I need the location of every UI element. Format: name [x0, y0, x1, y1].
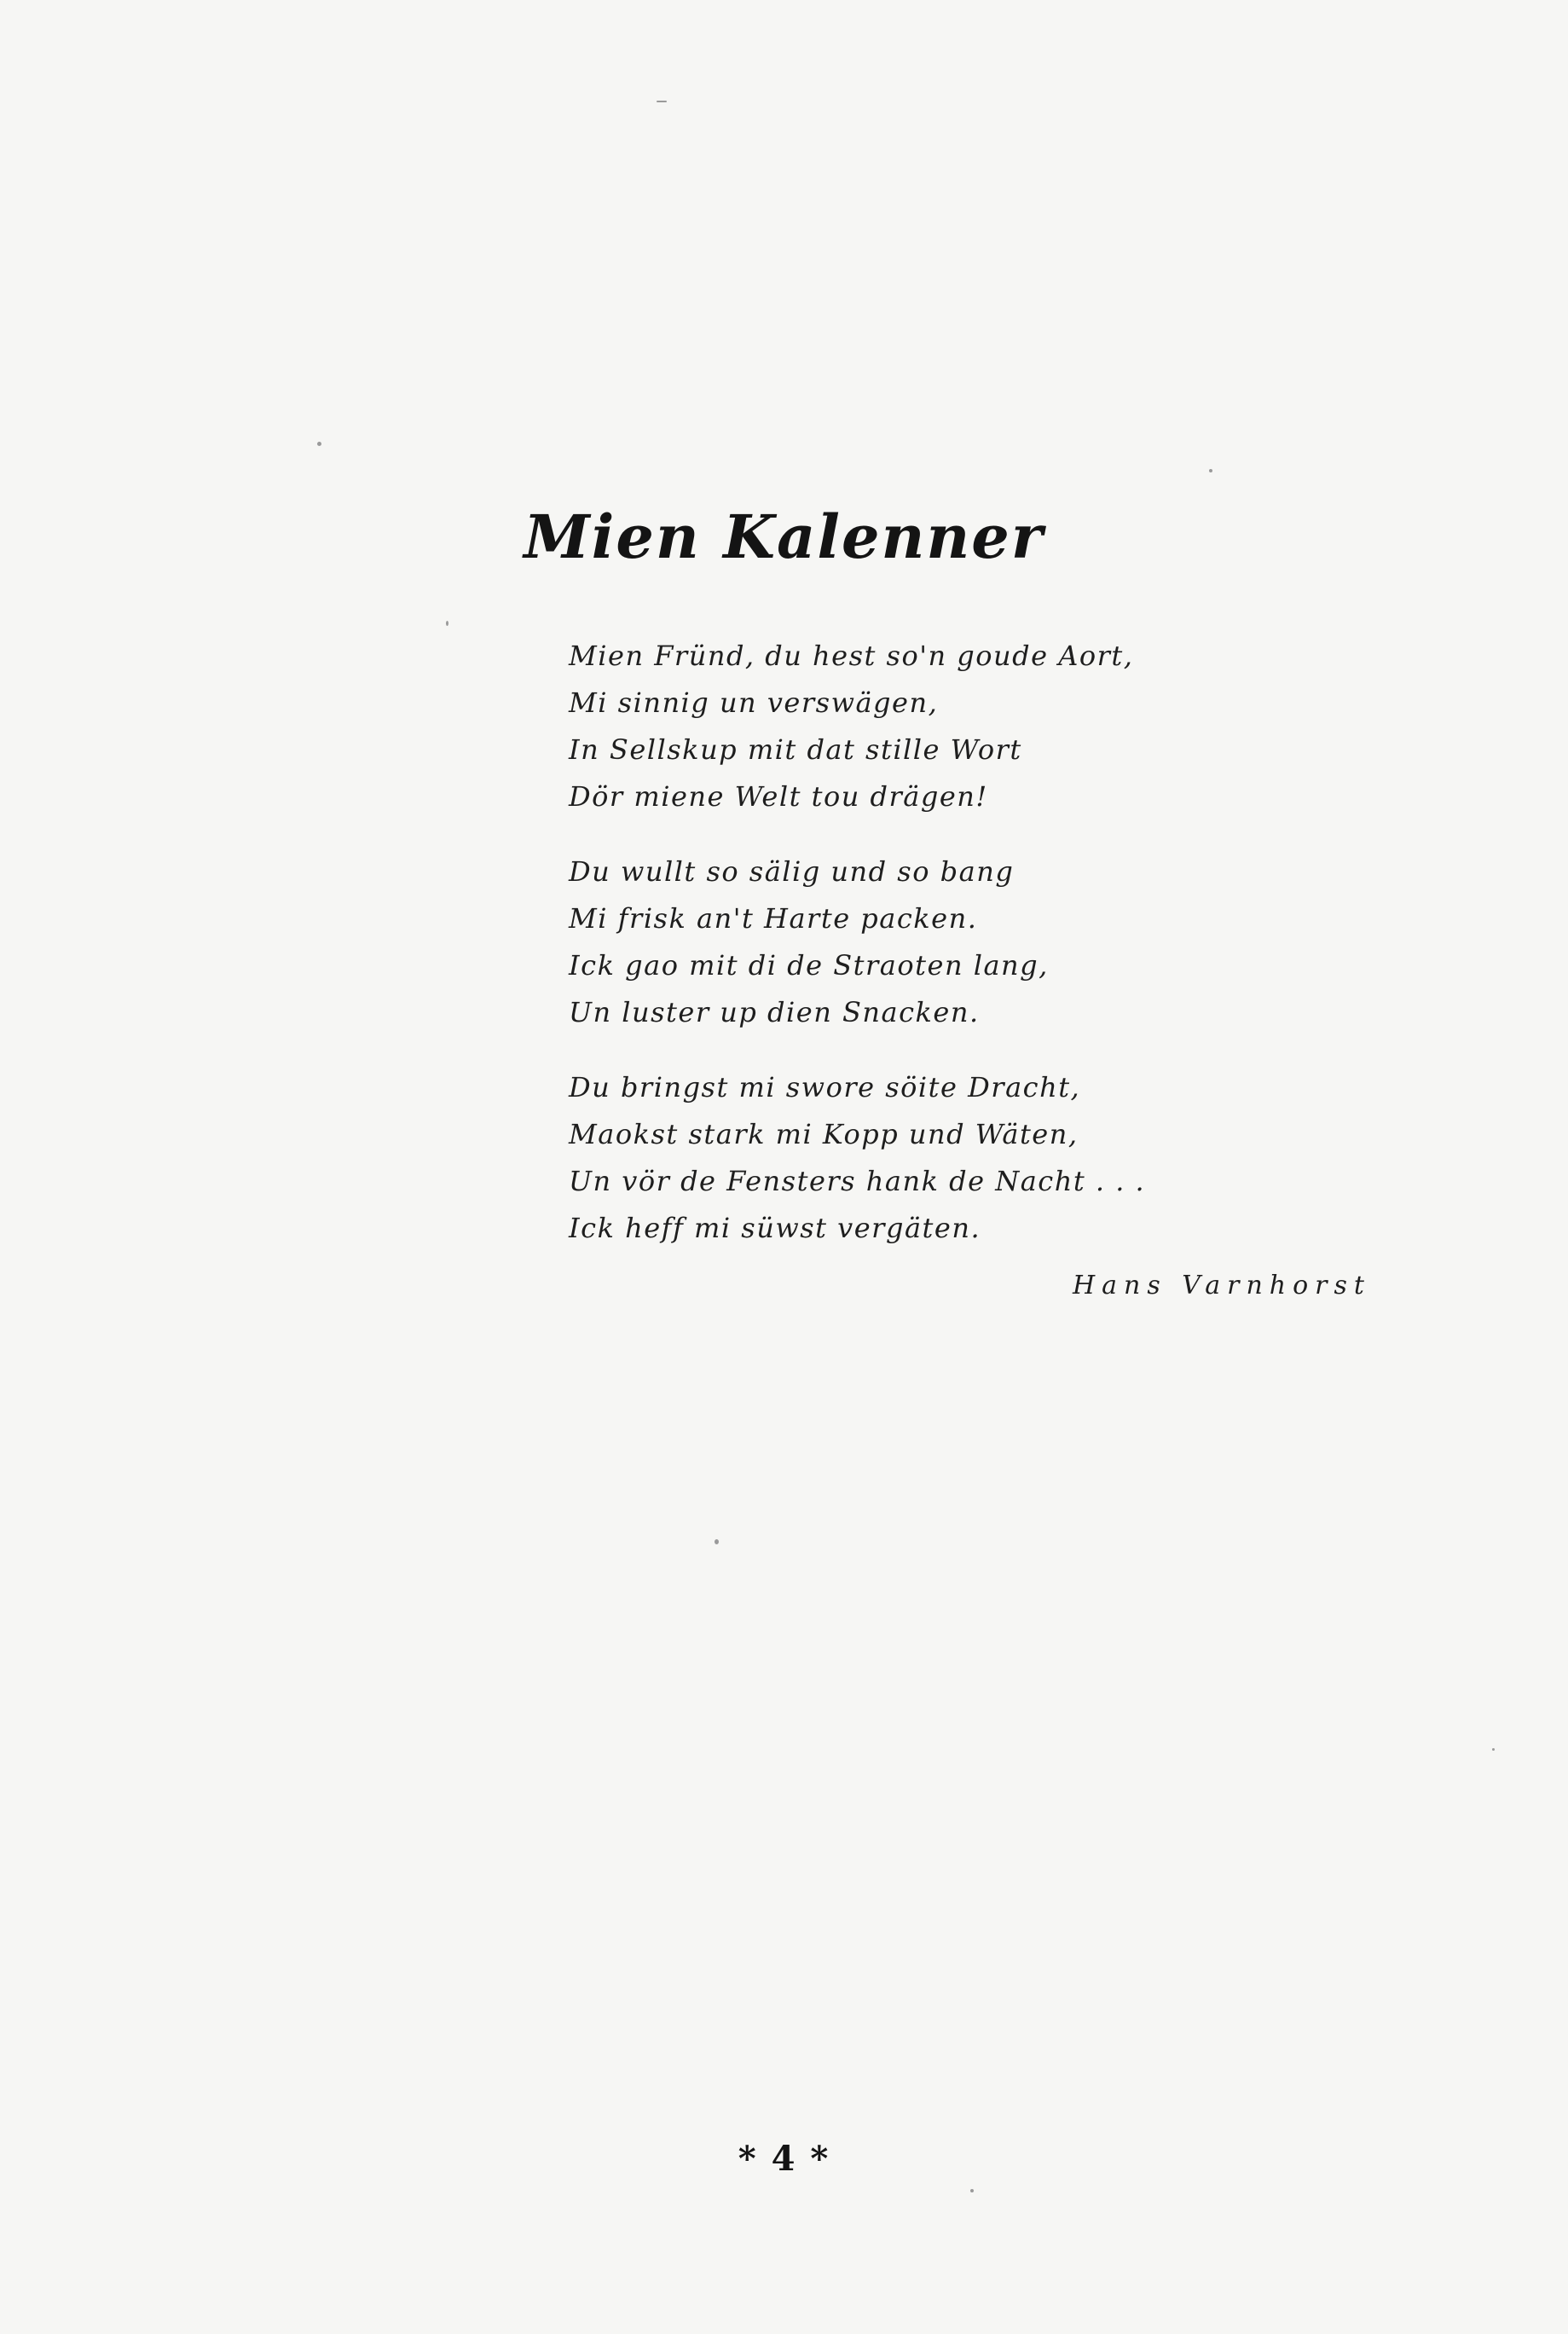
poem-line: Ick heff mi süwst vergäten.: [569, 1212, 981, 1244]
paper-speck: [446, 621, 448, 626]
stanza-3: [569, 1064, 1183, 1252]
stanza-1: [569, 633, 1183, 820]
poem-title: Mien Kalenner: [524, 501, 1044, 572]
page-number: * 4 *: [738, 2139, 830, 2179]
paper-speck: [1209, 469, 1212, 472]
poem-line: Dör miene Welt tou drägen!: [569, 780, 988, 813]
paper-speck: [1492, 1748, 1495, 1751]
author-signature: Hans Varnhorst: [1073, 1271, 1371, 1300]
poem-line: Maokst stark mi Kopp und Wäten,: [569, 1118, 1079, 1150]
poem-line: Mi frisk an't Harte packen.: [569, 902, 978, 935]
paper-speck: [970, 2189, 974, 2192]
poem-line: Un luster up dien Snacken.: [569, 996, 980, 1028]
stanza-2: [569, 848, 1183, 1036]
paper-speck: [657, 101, 667, 102]
poem-line: Un vör de Fensters hank de Nacht . . .: [569, 1165, 1146, 1197]
poem-line: Mi sinnig un verswägen,: [569, 686, 939, 719]
paper-speck: [317, 442, 321, 446]
poem-body: [569, 633, 1183, 1280]
poem-line: Mien Fründ, du hest so'n goude Aort,: [569, 640, 1134, 672]
poem-line: Ick gao mit di de Straoten lang,: [569, 949, 1049, 982]
paper-speck: [715, 1539, 719, 1544]
poem-line: Du bringst mi swore söite Dracht,: [569, 1071, 1081, 1103]
poem-line: In Sellskup mit dat stille Wort: [569, 733, 1022, 766]
poem-line: Du wullt so sälig und so bang: [569, 855, 1015, 888]
